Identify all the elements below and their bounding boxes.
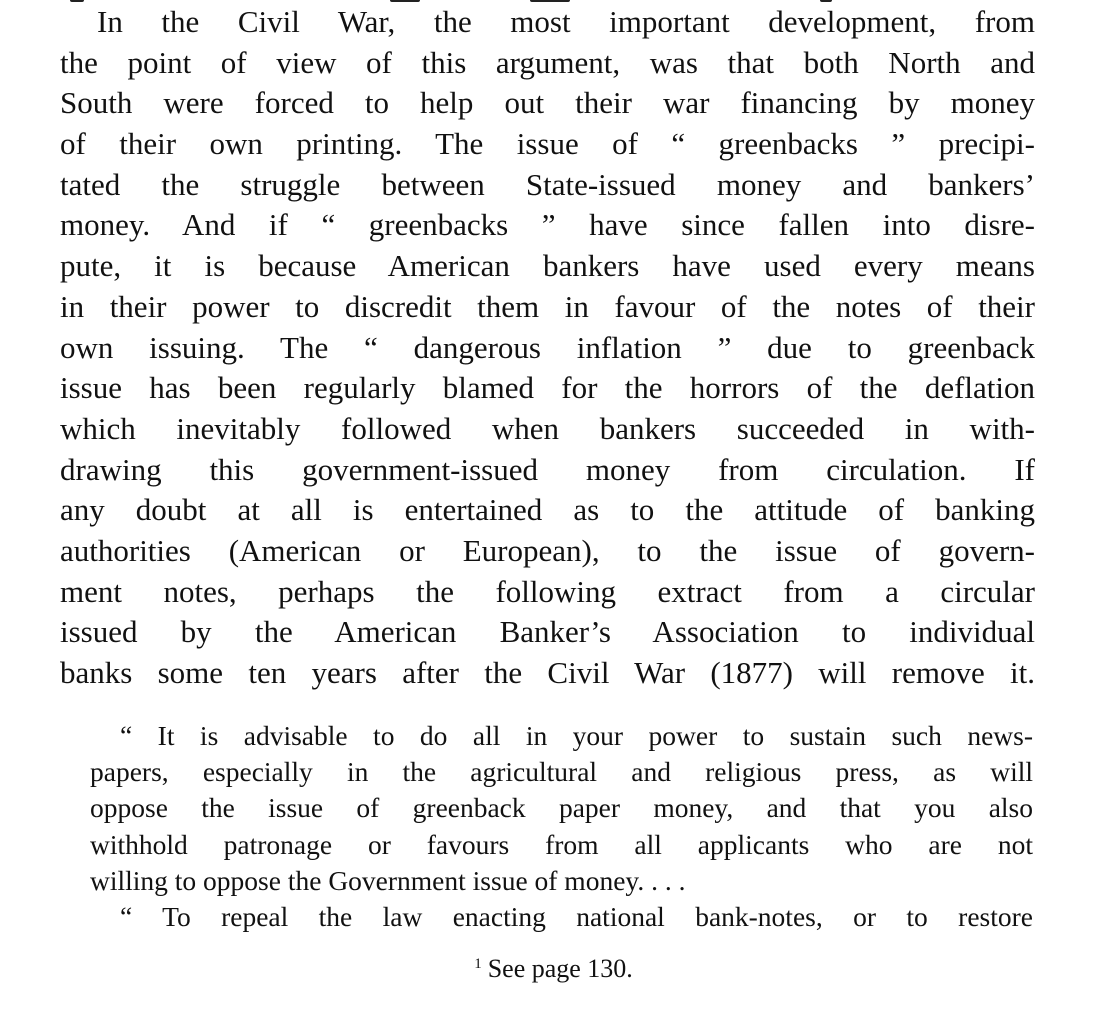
paragraph-line: money. And if “ greenbacks ” have since fallen into disre-	[60, 207, 1035, 243]
paragraph-line: issue has been regularly blamed for the horrors of the deflation	[60, 370, 1035, 406]
main-paragraph	[60, 2, 1035, 694]
paragraph-line: any doubt at all is entertained as to the attitude of banking	[60, 492, 1035, 528]
quote-line: “ To repeal the law enacting national bank-notes, or to restore	[120, 900, 1033, 932]
paragraph-line: South were forced to help out their war financing by money	[60, 85, 1035, 121]
paragraph-line: tated the struggle between State-issued money and bankers’	[60, 166, 1035, 202]
paragraph-line: banks some ten years after the Civil War (1877) will remove it.	[60, 655, 1035, 690]
paragraph-line: of their own printing. The issue of “ greenbacks ” precipi-	[60, 126, 1035, 162]
quote-line: willing to oppose the Government issue of money. . . .	[90, 864, 686, 896]
block-quote	[90, 718, 1033, 935]
paragraph-line: authorities (American or European), to the issue of govern-	[60, 532, 1035, 568]
quote-line: “ It is advisable to do all in your power to sustain such news-	[120, 720, 1033, 751]
footnote-marker: 1	[474, 956, 482, 972]
quote-line: oppose the issue of greenback paper money, and that you also	[90, 792, 1033, 824]
quote-line: withhold patronage or favours from all applicants who are not	[90, 828, 1033, 860]
paragraph-line: the point of view of this argument, was that both North and	[60, 44, 1035, 80]
paragraph-line: own issuing. The “ dangerous inflation ” due to greenback	[60, 329, 1035, 365]
footnote	[0, 948, 1093, 985]
paragraph-line: drawing this government-issued money from circulation. If	[60, 451, 1035, 487]
paragraph-line: which inevitably followed when bankers succeeded in with-	[60, 410, 1035, 446]
paragraph-line: issued by the American Banker’s Association to individual	[60, 614, 1035, 650]
footnote-text: See page 130.	[487, 954, 633, 983]
paragraph-line: in their power to discredit them in favour of the notes of their	[60, 288, 1035, 324]
paragraph-line: In the Civil War, the most important development, from	[97, 4, 1035, 39]
paragraph-line: ment notes, perhaps the following extract from a circular	[60, 573, 1035, 609]
paragraph-line: pute, it is because American bankers have used every means	[60, 248, 1035, 284]
quote-line: papers, especially in the agricultural and religious press, as will	[90, 756, 1033, 788]
